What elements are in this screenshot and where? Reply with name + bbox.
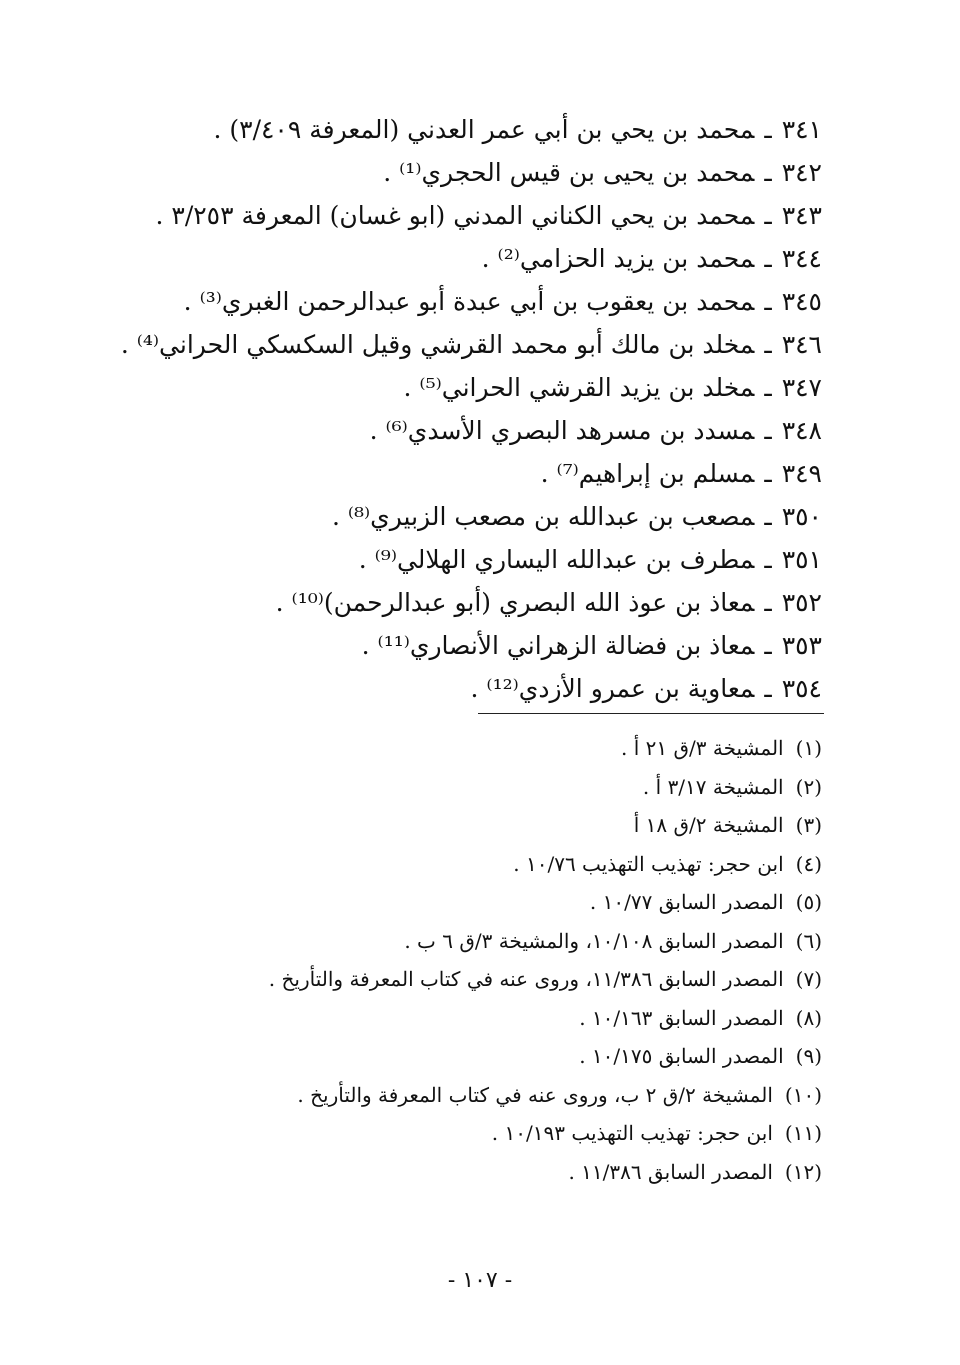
entry-number: ٣٥٤ <box>781 674 822 703</box>
entry-number: ٣٤٥ <box>781 287 822 316</box>
footnote-text: المشيخة ٢/ق ٢ ب، وروى عنه في كتاب المعرفة والتأريخ . <box>297 1082 773 1107</box>
list-item: ٣٤٢ـمحمد بن يحيى بن قيس الحجري⁽¹⁾ . <box>102 151 822 194</box>
footnote <box>102 768 822 807</box>
entry-text: محمد بن يزيد الحزامي⁽²⁾ . <box>481 244 755 273</box>
entry-text: مخلد بن مالك أبو محمد القرشي وقيل السكسكي الحراني⁽⁴⁾ . <box>120 330 755 359</box>
footnote-text: المصدر السابق ١٠/٧٧ . <box>589 890 784 914</box>
list-item: ٣٥١ـمطرف بن عبدالله اليساري الهلالي⁽⁹⁾ . <box>102 538 822 581</box>
footnote <box>102 1076 822 1115</box>
entry-text: محمد بن يحيى بن قيس الحجري⁽¹⁾ . <box>383 158 755 187</box>
entry-number: ٣٤٣ <box>781 201 822 230</box>
footnote <box>102 806 822 845</box>
footnote <box>102 960 822 999</box>
list-item: ٣٤٩ـمسلم بن إبراهيم⁽⁷⁾ . <box>102 452 822 495</box>
page-number: - ١٠٧ - <box>447 1268 513 1293</box>
footnote-text: المشيخة ٢/ق ١٨ أ <box>633 813 784 837</box>
footnote-number: (١٠) <box>784 1082 822 1107</box>
entry-text: محمد بن يعقوب بن أبي عبدة أبو عبدالرحمن الغبري⁽³⁾ . <box>183 287 755 316</box>
list-item: ٣٤٤ـمحمد بن يزيد الحزامي⁽²⁾ . <box>102 237 822 280</box>
footnote <box>102 1114 822 1153</box>
entry-text: محمد بن يحي بن أبي عمر العدني (المعرفة ٣/٤٠٩) . <box>213 115 755 144</box>
footnote-text: المصدر السابق ١١/٣٨٦، وروى عنه في كتاب المعرفة والتأريخ . <box>268 967 784 991</box>
footnote <box>102 999 822 1038</box>
footnote-number: (٣) <box>795 813 822 837</box>
list-item: ٣٤٨ـمسدد بن مسرهد البصري الأسدي⁽⁶⁾ . <box>102 409 822 452</box>
entry-number: ٣٤٤ <box>781 244 822 273</box>
footnote <box>102 922 822 961</box>
entry-number: ٣٥١ <box>781 545 822 574</box>
footnote-number: (١) <box>795 736 822 760</box>
footnote-text: المصدر السابق ١٠/١٧٥ . <box>579 1044 784 1068</box>
entry-text: مخلد بن يزيد القرشي الحراني⁽⁵⁾ . <box>403 373 755 402</box>
footnote-number: (٧) <box>795 967 822 991</box>
list-item: ٣٤٣ـمحمد بن يحي الكناني المدني (ابو غسان) المعرفة ٣/٢٥٣ . <box>102 194 822 237</box>
footnote-number: (١١) <box>784 1121 822 1145</box>
entry-number: ٣٤٦ <box>781 330 822 359</box>
entry-number: ٣٤٧ <box>781 373 822 402</box>
entry-number: ٣٥٢ <box>781 588 822 617</box>
footnote-number: (١٢) <box>784 1159 822 1184</box>
footnote-number: (٩) <box>795 1044 822 1068</box>
entry-text: معاذ بن عوذ الله البصري (أبو عبدالرحمن)⁽¹⁰⁾ . <box>275 588 755 617</box>
entry-text: مسدد بن مسرهد البصري الأسدي⁽⁶⁾ . <box>369 416 755 445</box>
footnote <box>102 883 822 922</box>
footnote <box>102 1153 822 1192</box>
list-item: ٣٥٣ـمعاذ بن فضالة الزهراني الأنصاري⁽¹¹⁾ . <box>102 624 822 667</box>
list-item: ٣٤٧ـمخلد بن يزيد القرشي الحراني⁽⁵⁾ . <box>102 366 822 409</box>
entry-text: محمد بن يحي الكناني المدني (ابو غسان) المعرفة ٣/٢٥٣ . <box>155 201 755 230</box>
entry-text: معاوية بن عمرو الأزدي⁽¹²⁾ . <box>470 674 755 703</box>
footnote-text: المشيخة ٣/ق ٢١ أ . <box>621 736 784 760</box>
footnote-text: ابن حجر: تهذيب التهذيب ١٠/١٩٣ . <box>491 1121 773 1145</box>
entry-number: ٣٤٢ <box>781 158 822 187</box>
footnote <box>102 845 822 884</box>
footnote-list <box>102 729 822 1191</box>
footnote-text: المصدر السابق ١١/٣٨٦ . <box>568 1159 773 1184</box>
footnote <box>102 1037 822 1076</box>
list-item: ٣٤١ـمحمد بن يحي بن أبي عمر العدني (المعرفة ٣/٤٠٩) . <box>102 108 822 151</box>
list-item: ٣٥٢ـمعاذ بن عوذ الله البصري (أبو عبدالرحمن)⁽¹⁰⁾ . <box>102 581 822 624</box>
entry-number: ٣٥٣ <box>781 631 822 660</box>
entry-list <box>102 108 822 710</box>
entry-number: ٣٤٨ <box>781 416 822 445</box>
list-item: ٣٥٤ـمعاوية بن عمرو الأزدي⁽¹²⁾ . <box>102 667 822 710</box>
footnote <box>102 729 822 768</box>
list-item: ٣٥٠ـمصعب بن عبدالله بن مصعب الزبيري⁽⁸⁾ . <box>102 495 822 538</box>
entry-text: مطرف بن عبدالله اليساري الهلالي⁽⁹⁾ . <box>358 545 755 574</box>
entry-text: معاذ بن فضالة الزهراني الأنصاري⁽¹¹⁾ . <box>361 631 755 660</box>
footnote-number: (٦) <box>795 928 822 953</box>
entry-number: ٣٤٩ <box>781 459 822 488</box>
entry-text: مصعب بن عبدالله بن مصعب الزبيري⁽⁸⁾ . <box>331 502 755 531</box>
footnote-number: (٤) <box>795 851 822 876</box>
footnote-number: (٨) <box>795 1005 822 1030</box>
entry-number: ٣٤١ <box>781 115 822 144</box>
entry-text: مسلم بن إبراهيم⁽⁷⁾ . <box>540 459 755 488</box>
entry-number: ٣٥٠ <box>781 502 822 531</box>
footnote-text: ابن حجر: تهذيب التهذيب ١٠/٧٦ . <box>513 851 784 876</box>
footnote-separator <box>478 713 824 714</box>
footnote-text: المشيخة ٣/١٧ أ . <box>642 774 784 799</box>
footnote-number: (٥) <box>795 890 822 914</box>
footnote-text: المصدر السابق ١٠/١٦٣ . <box>579 1005 784 1030</box>
footnote-text: المصدر السابق ١٠/١٠٨، والمشيخة ٣/ق ٦ ب . <box>404 928 784 953</box>
list-item: ٣٤٥ـمحمد بن يعقوب بن أبي عبدة أبو عبدالرحمن الغبري⁽³⁾ . <box>102 280 822 323</box>
list-item: ٣٤٦ـمخلد بن مالك أبو محمد القرشي وقيل السكسكي الحراني⁽⁴⁾ . <box>102 323 822 366</box>
footnote-number: (٢) <box>795 774 822 799</box>
